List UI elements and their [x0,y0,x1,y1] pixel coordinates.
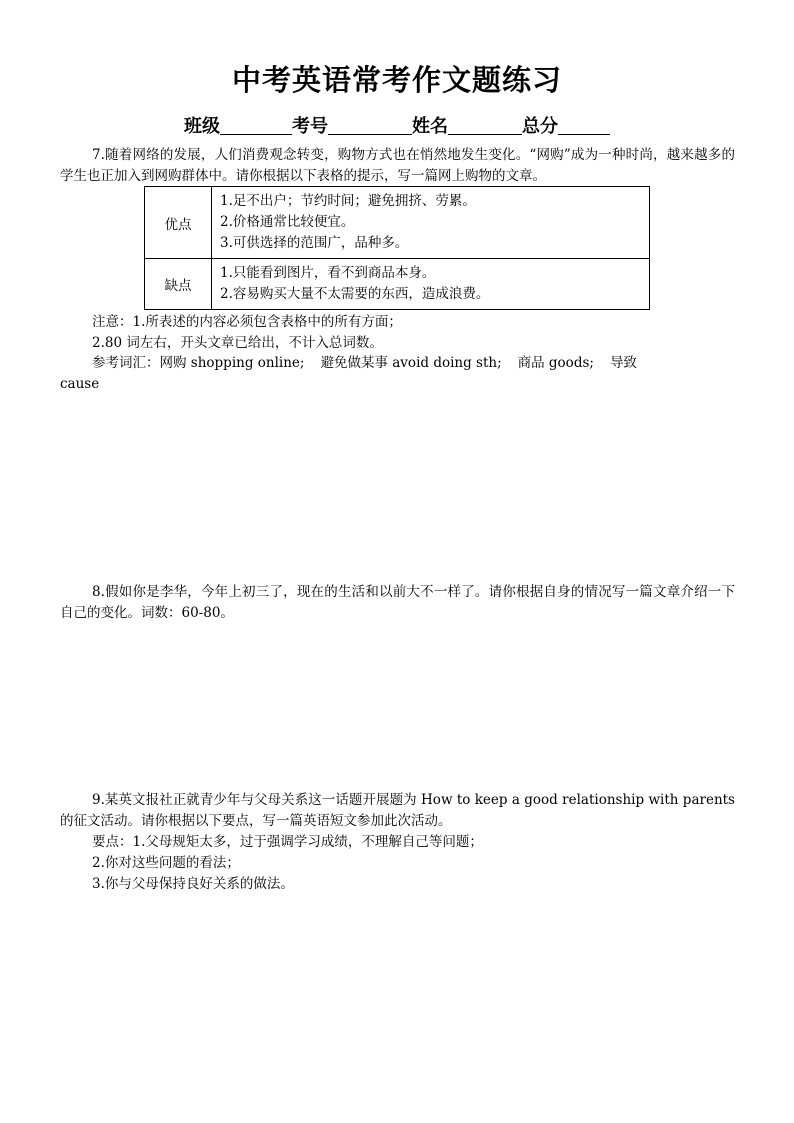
class-label: 班级 [184,116,220,137]
score-label: 总分 [522,116,558,137]
exam-no-label: 考号 [292,116,328,137]
pros-row [145,187,650,259]
vocab-prefix: 参考词汇： [92,355,160,371]
name-blank [448,116,522,135]
cons-items [212,259,650,310]
q9-point-2: 2.你对这些问题的看法； [92,855,240,871]
page-title: 中考英语常考作文题练习 [231,63,562,97]
note-2: 2.80 词左右，开头文章已给出，不计入总词数。 [92,335,383,351]
score-blank [558,116,610,135]
class-blank [220,116,292,135]
pros-cons-table [144,186,650,310]
vocab-tail: cause [60,376,100,392]
cons-item: 2.容易购买大量不太需要的东西，造成浪费。 [220,286,490,302]
pros-item: 3.可供选择的范围广，品种多。 [220,235,409,251]
question-9-text: 9.某英文报社正就青少年与父母关系这一话题开展题为 How to keep a good relationship with parents 的征文活动。请你根据以下要点，写一篇英语短文参加此次活动。 [60,792,735,829]
pros-items [212,187,650,259]
note-1: 注意：1.所表述的内容必须包含表格中的所有方面； [92,314,402,330]
pros-item: 2.价格通常比较便宜。 [220,214,355,230]
exam-no-blank [328,116,412,135]
cons-item: 1.只能看到图片，看不到商品本身。 [220,265,436,281]
question-7-text: 7.随着网络的发展，人们消费观念转变，购物方式也在悄然地发生变化。“网购”成为一种时尚，越来越多的学生也正加入到网购群体中。请你根据以下表格的提示，写一篇网上购物的文章。 [60,147,735,184]
vocab-item: 避免做某事 avoid doing sth; [320,355,502,371]
q9-point-3: 3.你与父母保持良好关系的做法。 [92,876,294,892]
pros-label: 优点 [145,187,212,259]
cons-label: 缺点 [145,259,212,310]
vocab-item: 导致 [609,355,637,371]
vocab-item: 商品 goods; [517,355,594,371]
vocab-item: 网购 shopping online; [159,355,305,371]
student-info-line [0,112,794,138]
cons-row [145,259,650,310]
reference-vocab [60,353,735,395]
question-8-text: 8.假如你是李华，今年上初三了，现在的生活和以前大不一样了。请你根据自身的情况写一篇文章介绍一下自己的变化。词数：60-80。 [60,584,735,621]
pros-item: 1.足不出户；节约时间；避免拥挤、劳累。 [220,193,476,209]
q9-point-1: 要点：1.父母规矩太多，过于强调学习成绩，不理解自己等问题； [92,834,483,850]
name-label: 姓名 [412,116,448,137]
